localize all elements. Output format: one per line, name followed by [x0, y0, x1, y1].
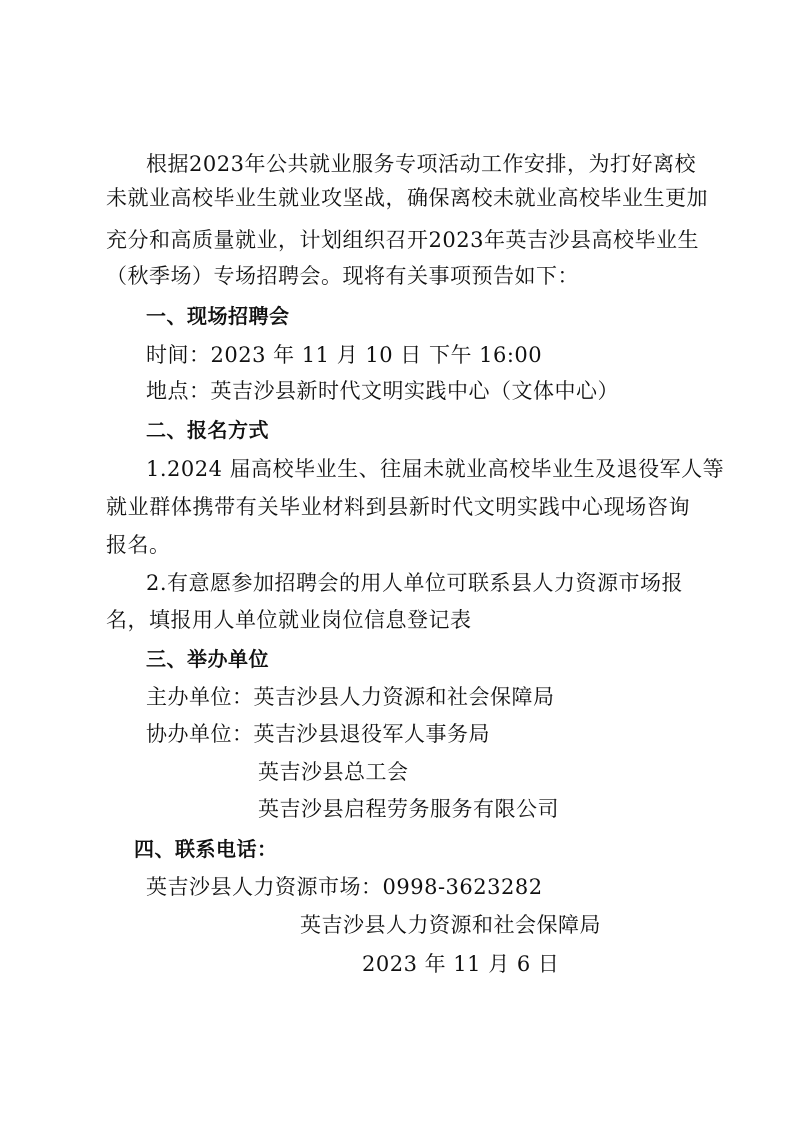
signup-item-2-line-1: 2.有意愿参加招聘会的用人单位可联系县人力资源市场报 — [146, 571, 684, 595]
section-2-heading: 二、报名方式 — [146, 418, 269, 442]
signup-item-2-line-2: 名，填报用人单位就业岗位信息登记表 — [106, 608, 472, 632]
co-organizer-1: 协办单位：英吉沙县退役军人事务局 — [146, 722, 490, 746]
intro-line-4: （秋季场）专场招聘会。现将有关事项预告如下： — [106, 264, 579, 288]
host-organizer: 主办单位：英吉沙县人力资源和社会保障局 — [146, 685, 555, 709]
contact-phone: 英吉沙县人力资源市场：0998-3623282 — [146, 875, 543, 899]
signup-item-1-line-3: 报名。 — [106, 533, 171, 557]
section-4-heading: 四、联系电话： — [134, 837, 278, 861]
signature-org: 英吉沙县人力资源和社会保障局 — [300, 913, 601, 937]
signature-date: 2023 年 11 月 6 日 — [362, 952, 560, 976]
intro-line-2: 未就业高校毕业生就业攻坚战，确保离校未就业高校毕业生更加 — [106, 186, 708, 210]
co-organizer-3: 英吉沙县启程劳务服务有限公司 — [258, 797, 559, 821]
event-place: 地点：英吉沙县新时代文明实践中心（文体中心） — [146, 379, 619, 403]
event-time: 时间：2023 年 11 月 10 日 下午 16:00 — [146, 343, 543, 367]
intro-line-3: 充分和高质量就业，计划组织召开2023年英吉沙县高校毕业生 — [106, 228, 699, 252]
intro-line-1: 根据2023年公共就业服务专项活动工作安排，为打好离校 — [146, 152, 696, 176]
section-3-heading: 三、举办单位 — [146, 647, 269, 671]
co-organizer-2: 英吉沙县总工会 — [258, 760, 409, 784]
signup-item-1-line-2: 就业群体携带有关毕业材料到县新时代文明实践中心现场咨询 — [106, 495, 690, 519]
signup-item-1-line-1: 1.2024 届高校毕业生、往届未就业高校毕业生及退役军人等 — [146, 457, 725, 481]
section-1-heading: 一、现场招聘会 — [146, 304, 290, 328]
